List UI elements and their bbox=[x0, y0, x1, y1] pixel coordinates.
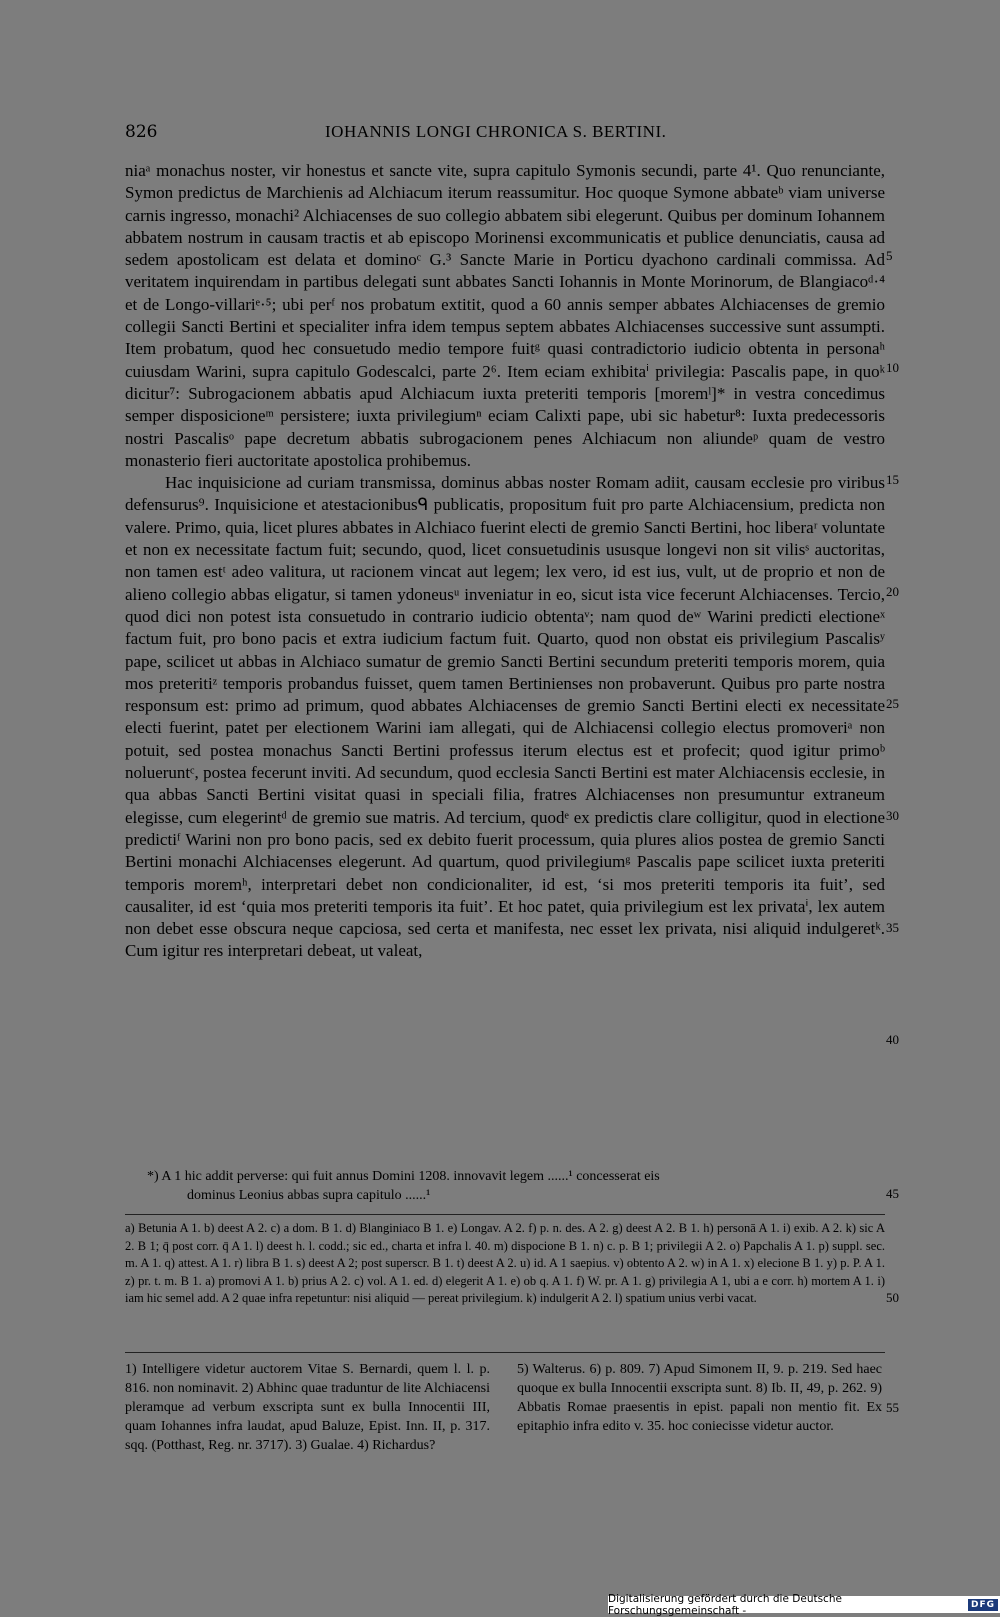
line-number: 30 bbox=[886, 808, 899, 823]
line-number: 40 bbox=[886, 1032, 899, 1047]
line-number: 20 bbox=[886, 584, 899, 599]
asterisk-footnote bbox=[125, 1167, 885, 1205]
variant-readings: a) Betunia A 1. b) deest A 2. c) a dom. B 1. d) Blanginiaco B 1. e) Longav. A 2. f) p. n. des. A 2. g) deest A 2. B 1. h) personā A 1. i) exib. A 2. k) sic A 2. B 1; q̄ post corr. q̄ A 1. l) deest h. l. codd.; sic ed., charta et infra l. 40. m) dispocione B 1. n) c. p. B 1; privilegii A 2. o) Papchalis A 1. p) suppl. sec. m. A 1. q) attest. A 1. r) libra B 1. s) deest A 2; post superscr. B 1. t) deest A 2. u) id. A 1 saepius. v) obtento A 2. w) in A 1. x) elecione B 1. y) p. P. A 1. z) pr. t. m. B 1. a) promovi A 1. b) prius A 2. c) vol. A 1. ed. d) elegerit A 1. e) ob q. A 1. f) W. pr. A 1. g) privilegia A 1, ubi a e corr. h) mortem A 1. i) iam hic semel add. A 2 quae infra repetuntur: nisi aliquid — pereat privilegium. k) indulgerit A 2. l) spatium unius verbi vacat. bbox=[125, 1221, 885, 1305]
asterisk-footnote-line: *) A 1 hic addit perverse: qui fuit annus Domini 1208. innovavit legem ......¹ concesserat eis bbox=[147, 1169, 660, 1184]
divider bbox=[125, 1214, 885, 1215]
divider bbox=[125, 1352, 885, 1353]
digitization-banner bbox=[608, 1592, 1000, 1617]
funding-notice: Digitalisierung gefördert durch die Deutsche Forschungsgemeinschaft - bbox=[608, 1592, 842, 1617]
asterisk-footnote-line: dominus Leonius abbas supra capitulo ......¹ bbox=[187, 1188, 431, 1203]
notes-right-column: 5) Walterus. 6) p. 809. 7) Apud Simonem II, 9. p. 219. Sed haec quoque ex bulla Innocentii exscripta sunt. 8) Ib. II, 49, p. 262. 9) Abbatis Romae praesentis in epist. papali non mentio fit. Ex epitaphio infra edito v. 35. hoc coniecisse videtur auctor. bbox=[517, 1362, 882, 1434]
page-number: 826 bbox=[125, 122, 158, 142]
notes-left-column: 1) Intelligere videtur auctorem Vitae S. Bernardi, quem l. l. p. 816. non nominavit. 2) Abhinc quae traduntur de lite Alchiacensi pleramque ad verbum exscripta sunt ex bulla Innocentii III, quam Iohannes infra laudat, apud Baluze, Epist. Inn. II, p. 317. sqq. (Potthast, Reg. nr. 3717). 3) Gualae. 4) Richardus? bbox=[125, 1362, 490, 1453]
line-number: 35 bbox=[886, 920, 899, 935]
line-number: 45 bbox=[886, 1186, 899, 1201]
paragraph-2: Hac inquisicione ad curiam transmissa, dominus abbas noster Romam adiit, causam ecclesie pro viribus defensurus⁹. Inquisicione et atestacionibusᑫ publicatis, propositum fuit pro parte Alchiacensium, predicta non valere. Primo, quia, licet plures abbates in Alchiaco fuerint electi de gremio Sancti Bertini, hoc liberaʳ voluntate et non ex necessitate factum fuit; secundo, quod, licet consuetudinis ususque longevi non sit vilisˢ auctoritas, non tamen estᵗ adeo valitura, ut racionem vincat aut legem; lex vero, id est ius, vult, ut de proprio et non de alieno collegio abbas eligatur, si tamen ydoneusᵘ inveniatur in eo, sicut ista vice fecerunt Alchiacenses. Tercio, quod dici non potest ista consuetudo in contrario iudicio obtentaᵛ; nam quod deʷ Warini predicti electioneˣ factum fuit, pro bono pacis et extra iudicium factum fuit. Quarto, quod non obstat eis privilegium Pascalisʸ pape, scilicet ut abbas in Alchiaco sumatur de gremio Sancti Bertini secundum preteriti temporis morem, quia mos preteritiᶻ temporis probandus fuisset, quem tamen Bertinienses non probaverunt. Quibus pro parte nostra responsum est: primo ad primum, quod abbates Alchiacenses de gremio Sancti Bertini electi ex necessitate electi fuerint, patet per electionem Warini iam allegati, qui de Alchiacensi collegio electus promoveriᵃ non potuit, sed postea monachus Sancti Bertini professus iterum electus est et profecit; quod igitur primoᵇ nolueruntᶜ, postea fecerunt inviti. Ad secundum, quod ecclesia Sancti Bertini est mater Alchiacensis ecclesie, in qua abbas Sancti Bertini visitat quasi in speciali filia, fratres Alchiacenses non presumuntur extraneum elegisse, cum elegerintᵈ de gremio sue matris. Ad tercium, quodᵉ ex predictis clare colligitur, quod in electione predictiᶠ Warini non pro bono pacis, sed ex debito fuerit processum, quia plures alios postea de gremio Sancti Bertini monachi Alchiacenses elegerunt. Ad quartum, quod privilegiumᵍ Pascalis pape scilicet iuxta preteriti temporis moremʰ, interpretari debet non condicionaliter, id est, ‘si mos preteriti temporis ita fuit’, sed causaliter, id est ‘quia mos preteriti temporis ita fuit’. Et hoc patet, quia privilegium est lex privataⁱ, lex autem non debet esse obscura neque capciosa, sed certa et manifesta, nec esset lex privata, nisi aliquid indulgeretᵏ. Cum igitur res interpretari debeat, ut valeat, bbox=[125, 473, 885, 961]
line-number: 5 bbox=[886, 248, 893, 263]
page-header bbox=[125, 122, 885, 146]
line-number: 25 bbox=[886, 696, 899, 711]
line-number: 50 bbox=[886, 1290, 899, 1305]
line-number: 15 bbox=[886, 472, 899, 487]
paragraph-1: niaᵃ monachus noster, vir honestus et sancte vite, supra capitulo Symonis secundi, parte 4¹. Quo renunciante, Symon predictus de Marchienis ad Alchiacum iterum reassumitur. Hoc quoque Symone abbateᵇ viam universe carnis ingresso, monachi² Alchiacenses de suo collegio abbatem sibi elegerunt. Quibus per dominum Iohannem abbatem nostrum in causam tractis et ab episcopo Morinensi excommunicatis et publice denunciatis, causa ad sedem apostolicam est delata et dominoᶜ G.³ Sancte Marie in Porticu dyachono cardinali commissa. Ad veritatem inquirendam in partibus delegati sunt abbates Sancti Iohannis in Monte Morinorum, de Blangiacoᵈ·⁴ et de Longo-villariᵉ·⁵; ubi perᶠ nos probatum extitit, quod a 60 annis semper abbates Alchiacenses de gremio collegii Sancti Bertini et specialiter infra idem tempus septem abbates Alchiacenses successive sunt assumpti. Item probatum, quod hec consuetudo medio tempore fuitᵍ quasi contradictorio iudicio obtenta in personaʰ cuiusdam Warini, supra capitulo Godescalci, parte 2⁶. Item eciam exhibitaⁱ privilegia: Pascalis pape, in quoᵏ dicitur⁷: Subrogacionem abbatis apud Alchiacum iuxta preteriti temporis [moremˡ]* in vestra concedimus semper disposicioneᵐ persistere; iuxta privilegiumⁿ eciam Calixti pape, ubi sic habetur⁸: Iuxta predecessoris nostri Pascalisᵒ pape decretum abbatis subrogacionem penes Alchiacum non aliundeᵖ quam de vestro monasterio fieri auctoritate apostolica prohibemus. bbox=[125, 161, 885, 470]
main-text bbox=[125, 160, 885, 963]
line-number: 10 bbox=[886, 360, 899, 375]
running-title: IOHANNIS LONGI CHRONICA S. BERTINI. bbox=[325, 122, 667, 141]
dfg-logo: DFG bbox=[968, 1599, 998, 1611]
line-number: 55 bbox=[886, 1400, 899, 1415]
